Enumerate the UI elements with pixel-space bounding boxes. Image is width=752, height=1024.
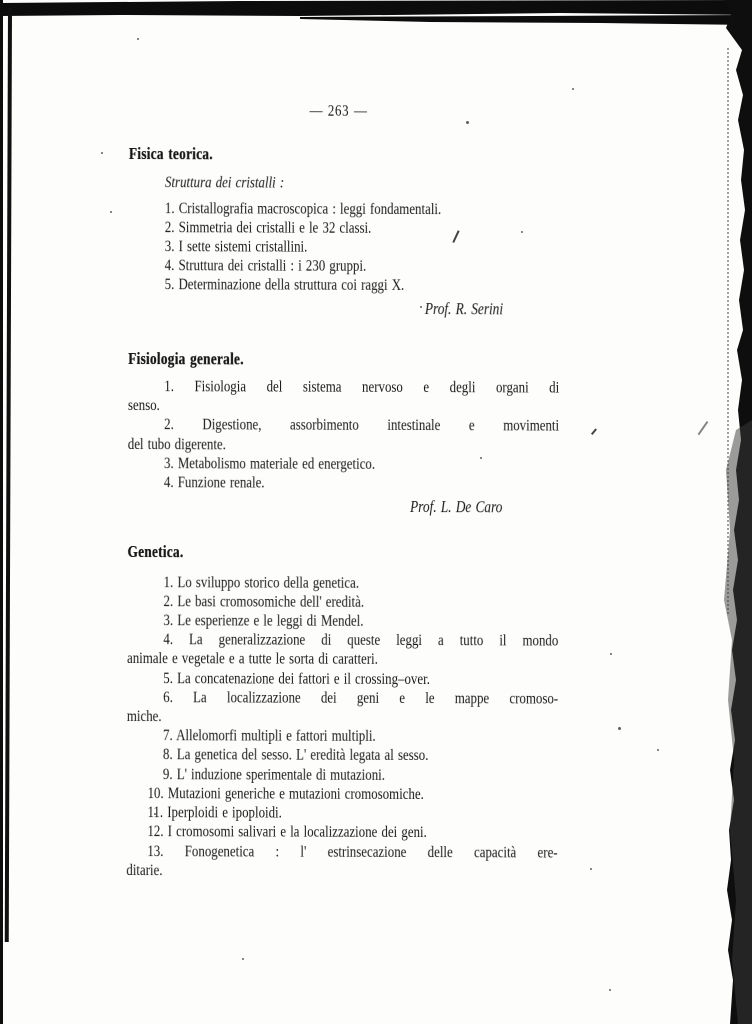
page-text-block: [126, 101, 580, 881]
professor-signature: Prof. L. De Caro: [410, 497, 503, 517]
section-heading: Genetica.: [127, 542, 184, 562]
list-item-line: 6. La localizzazione dei geni e le mappe cromoso-: [163, 688, 559, 708]
list-item: 3. Le esperienze e le leggi di Mendel.: [163, 612, 364, 630]
list-item-line: animale e vegetale e a tutte le sorta di caratteri.: [127, 650, 378, 669]
list-item: 12. I cromosomi salivari e la localizzazione dei geni.: [147, 823, 427, 842]
pen-stroke-mark: [591, 428, 597, 434]
list-item: 5. La concatenazione dei fattori e il crossing–over.: [163, 669, 430, 688]
list-item: 7. Allelomorfi multipli e fattori multipli.: [163, 727, 376, 746]
list-item: 4. Funzione renale.: [163, 474, 265, 492]
right-edge-scan-band: [718, 0, 752, 1024]
professor-signature: Prof. R. Serini: [424, 298, 504, 318]
list-item-line: miche.: [126, 708, 162, 726]
ink-speck: [110, 211, 112, 213]
ink-speck: [137, 38, 139, 40]
list-item: 11. Iperploidi e ipoploidi.: [147, 804, 282, 822]
list-item: 3. Metabolismo materiale ed energetico.: [163, 454, 376, 473]
section-genetica: [126, 542, 579, 881]
section-fisica-teorica: [128, 144, 580, 318]
ink-speck: [657, 749, 659, 751]
ink-speck: [610, 653, 612, 655]
list-item-line: ditarie.: [126, 861, 163, 879]
list-item: 1. Lo sviluppo storico della genetica.: [163, 573, 360, 592]
section-heading: Fisica teorica.: [128, 144, 213, 164]
list-item: 8. La genetica del sesso. L' eredità legata al sesso.: [162, 746, 429, 765]
ink-speck: [572, 88, 574, 90]
list-item-line: 2. Digestione, assorbimento intestinale e movimenti: [164, 416, 560, 435]
list-item-line: 1. Fisiologia del sistema nervoso e degli organi di: [164, 378, 560, 397]
ink-speck: [618, 727, 621, 730]
ink-speck: [101, 152, 103, 154]
list-item-line: 4. La generalizzazione di queste leggi a tutto il mondo: [163, 631, 559, 650]
list-item-line: senso.: [127, 397, 160, 415]
list-item: 4. Struttura dei cristalli : i 230 gruppi.: [164, 257, 367, 276]
ink-speck: [590, 868, 592, 870]
list-item: 1. Cristallografia macroscopica : leggi fondamentali.: [164, 199, 442, 218]
list-item-line: 13. Fonogenetica : l' estrinsecazione delle capacità ere-: [147, 842, 558, 862]
section-heading: Fisiologia generale.: [128, 348, 244, 369]
section-fisiologia-generale: [128, 349, 580, 517]
list-item-line: del tubo digerente.: [127, 435, 226, 453]
list-item: 10. Mutazioni generiche e mutazioni cromosomiche.: [147, 784, 424, 803]
list-item: 2. Le basi cromosomiche dell' eredità.: [163, 592, 365, 611]
pen-stroke-mark: [698, 421, 708, 435]
ink-speck: [609, 989, 611, 991]
ink-speck: [242, 958, 244, 960]
topic-list: [126, 573, 578, 882]
topic-list: [128, 377, 580, 494]
topic-list: [128, 199, 580, 297]
list-item: 2. Simmetria dei cristalli e le 32 classi.: [164, 218, 372, 237]
section-subtitle: Struttura dei cristalli :: [164, 174, 285, 192]
list-item: 5. Determinazione della struttura coi raggi X.: [164, 276, 405, 295]
page-number: — 263 —: [309, 102, 368, 120]
left-page-border-line: [5, 8, 12, 942]
list-item: 3. I sette sistemi cristallini.: [164, 238, 308, 256]
top-edge-scan-band: [0, 0, 752, 30]
left-edge-line: [0, 0, 3, 1024]
list-item: 9. L' induzione sperimentale di mutazioni.: [162, 765, 386, 784]
